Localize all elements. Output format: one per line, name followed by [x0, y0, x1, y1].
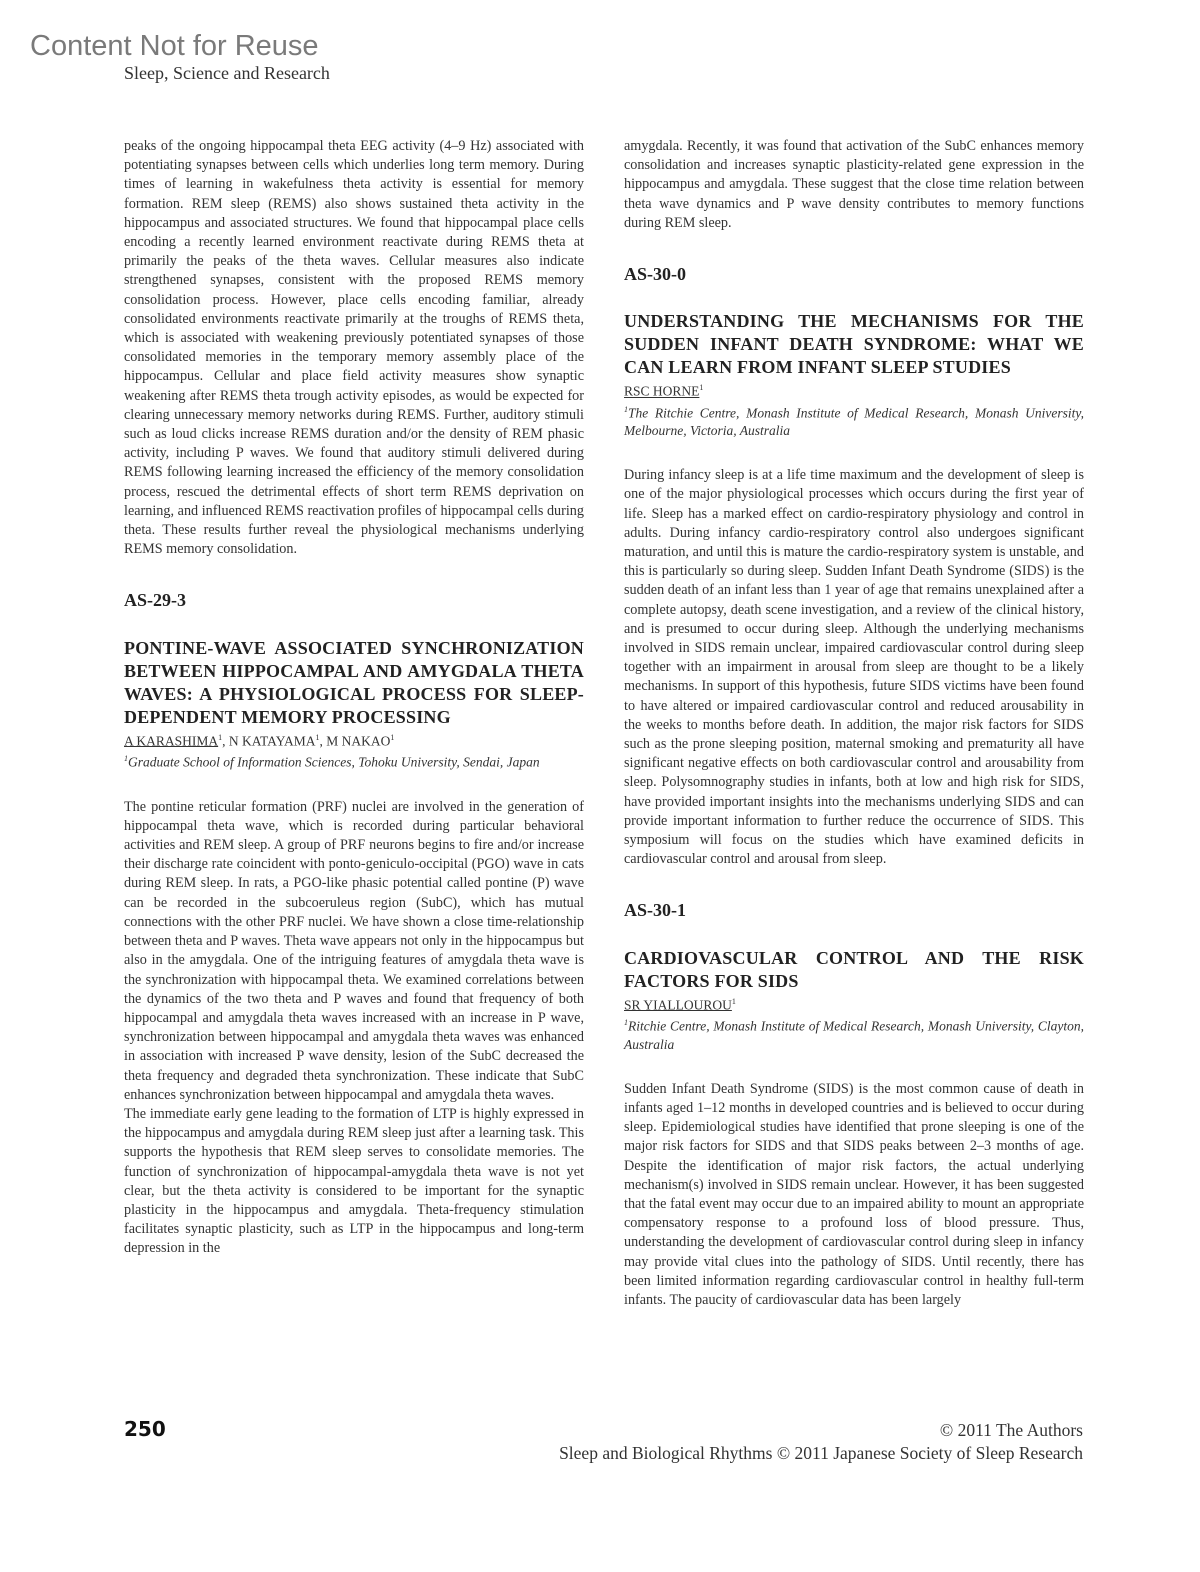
abstract-id: AS-30-1	[624, 900, 686, 921]
abstract-authors	[624, 993, 1084, 1015]
watermark-text: Content Not for Reuse	[30, 30, 319, 62]
author-superscript: 1	[390, 732, 395, 742]
abstract-authors	[624, 379, 1084, 401]
abstract-authors	[124, 729, 584, 751]
abstract-body-paragraph: The pontine reticular formation (PRF) nuclei are involved in the generation of hippocampal theta wave, which is recorded during particular behavioral activities and REM sleep. A group of PRF neurons begins to fire and/or increase their discharge rate coincident with ponto-geniculo-occipital (PGO) wave in cats during REM sleep. In rats, a PGO-like phasic potential called pontine (P) wave can be recorded in the subcoeruleus region (SubC), which has mutual connections with the other PRF nuclei. We have shown a close time-relationship between theta and P waves. Theta wave appears not only in the hippocampus but also in the amygdala. One of the intriguing features of amygdala theta wave is the synchronization with hippocampal theta. We examined correlations between the dynamics of the two theta and P waves and found that frequency of both hippocampal and amygdala theta waves increased with an increase in P wave, synchronization between hippocampal and amygdala theta waves was enhanced in association with increased P wave density, lesion of the SubC decreased the theta frequency and degraded theta synchronization. These indicate that SubC enhances synchronization between hippocampal and amygdala theta waves.	[124, 798, 584, 1103]
page-number: 250	[124, 1417, 166, 1441]
presenting-author: RSC HORNE	[624, 383, 700, 399]
abstract-body-paragraph: Sudden Infant Death Syndrome (SIDS) is the most common cause of death in infants aged 1–12 months in developed countries and is believed to occur during sleep. Epidemiological studies have identified that prone sleeping is one of the major risk factors for SIDS and that SIDS peaks between 2–3 months of age. Despite the identification of major risk factors, the actual underlying mechanism(s) involved in SIDS remain unclear. However, it has been suggested that the fatal event may occur due to an impaired ability to mount an appropriate compensatory response to a profound loss of blood pressure. Thus, understanding the development of cardiovascular control during sleep in infancy may provide vital clues into the pathology of SIDS. Until recently, there has been limited information regarding cardiovascular control in healthy full-term infants. The paucity of cardiovascular data has been largely	[624, 1080, 1084, 1308]
affiliation-text: The Ritchie Centre, Monash Institute of Medical Research, Monash University, Melbourne, Victoria, Australia	[624, 405, 1084, 439]
presenting-author: A KARASHIMA	[124, 733, 219, 749]
abstract-title: CARDIOVASCULAR CONTROL AND THE RISK FACTORS FOR SIDS	[624, 947, 1084, 991]
co-author: , N KATAYAMA	[222, 733, 316, 749]
affiliation-text: Graduate School of Information Sciences, Tohoku University, Sendai, Japan	[128, 754, 540, 770]
left-column	[124, 137, 584, 1259]
journal-copyright-line: Sleep and Biological Rhythms © 2011 Japanese Society of Sleep Research	[559, 1443, 1083, 1463]
abstract-affiliation	[624, 1014, 1084, 1054]
abstract-title: UNDERSTANDING THE MECHANISMS FOR THE SUDDEN INFANT DEATH SYNDROME: WHAT WE CAN LEARN FROM INFANT SLEEP STUDIES	[624, 311, 1084, 378]
abstract-title: PONTINE-WAVE ASSOCIATED SYNCHRONIZATION BETWEEN HIPPOCAMPAL AND AMYGDALA THETA WAVES: A PHYSIOLOGICAL PROCESS FOR SLEEP-DEPENDENT MEMORY PROCESSING	[124, 637, 584, 727]
author-superscript: 1	[315, 732, 320, 742]
affiliation-superscript: 1	[624, 404, 628, 414]
abstract-body-paragraph: The immediate early gene leading to the formation of LTP is highly expressed in the hippocampus and amygdala during REM sleep just after a learning task. This supports the hypothesis that REM sleep serves to consolidate memories. The function of synchronization of hippocampal-amygdala theta wave is not yet clear, but the theta activity is considered to be important for the synaptic plasticity in the hippocampus and amygdala. Theta-frequency stimulation facilitates synaptic plasticity, such as LTP in the hippocampus and long-term depression in the	[124, 1105, 584, 1257]
abstract-affiliation	[124, 750, 584, 772]
abstract-id: AS-30-0	[624, 264, 686, 285]
author-superscript: 1	[218, 732, 223, 742]
presenting-author: SR YIALLOUROU	[624, 997, 732, 1013]
footer-copyright-block	[559, 1419, 1083, 1465]
author-superscript: 1	[699, 383, 704, 393]
abstract-affiliation	[624, 401, 1084, 441]
affiliation-superscript: 1	[624, 1018, 628, 1028]
right-column	[624, 137, 1084, 1310]
continuation-paragraph: amygdala. Recently, it was found that activation of the SubC enhances memory consolidation and increases synaptic plasticity-related gene expression in the hippocampus and amygdala. These suggest that the close time relation between theta wave dynamics and P wave density contributes to memory functions during REM sleep.	[624, 138, 1084, 231]
abstract-id: AS-29-3	[124, 590, 186, 611]
journal-title: Sleep, Science and Research	[124, 63, 330, 83]
affiliation-superscript: 1	[124, 754, 128, 764]
continuation-paragraph: peaks of the ongoing hippocampal theta EEG activity (4–9 Hz) associated with potentiating synapses between cells which underlies long term memory. During times of learning in wakefulness theta activity is essential for memory formation. REM sleep (REMS) also shows sustained theta activity in the hippocampus and associated structures. We found that hippocampal place cells encoding a recently learned environment reactivate during REMS theta at primarily the peaks of the theta waves. Cellular measures also indicate strengthened synapses, consistent with the proposed REMS memory consolidation process. However, place cells encoding familiar, already consolidated environments reactivate primarily at the troughs of REMS theta, which is associated with weakening previously potentiated synapses of those consolidated memories in the temporary memory assembly place of the hippocampus. Cellular and place field activity measures show synaptic weakening after REMS theta trough activity episodes, as would be expected for clearing unnecessary memory networks during REMS. Further, auditory stimuli such as loud clicks increase REMS duration and/or the density of REM phasic activity, including P waves. We found that auditory stimuli delivered during REMS following learning increased the efficiency of the memory consolidation process, rescued the detrimental effects of short term REMS deprivation on learning, and influenced REMS reactivation profiles of hippocampal cells during theta. These results further reveal the physiological mechanisms underlying REMS memory consolidation.	[124, 138, 584, 558]
abstract-body-paragraph: During infancy sleep is at a life time maximum and the development of sleep is one of the major physiological processes which occurs during the first year of life. Sleep has a marked effect on cardio-respiratory physiology and control in adults. During infancy cardio-respiratory control also undergoes significant maturation, and until this is mature the cardio-respiratory system is unstable, and this is particularly so during sleep. Sudden Infant Death Syndrome (SIDS) is the sudden death of an infant less than 1 year of age that remains unexplained after a complete autopsy, death scene investigation, and a review of the clinical history, and is presumed to occur during sleep. Although the underlying mechanisms involved in SIDS remain unclear, impaired cardiovascular control during sleep together with an impairment in arousal from sleep are thought to be a likely mechanisms. In support of this hypothesis, future SIDS victims have been found to have altered or impaired cardiovascular control and reduced arousability in the weeks to months before death. In addition, the major risk factors for SIDS such as the prone sleeping position, maternal smoking and prematurity all have significant negative effects on both cardiovascular control and arousability from sleep. Polysomnography studies in infants, both at low and high risk for SIDS, have provided important insights into the mechanisms underlying SIDS and can provide important information to further reduce the occurrence of SIDS. This symposium will focus on the studies which have examined deficits in cardiovascular control and arousal from sleep.	[624, 467, 1084, 868]
co-author: , M NAKAO	[319, 733, 391, 749]
author-superscript: 1	[731, 996, 736, 1006]
copyright-line: © 2011 The Authors	[939, 1420, 1083, 1440]
affiliation-text: Ritchie Centre, Monash Institute of Medical Research, Monash University, Clayton, Australia	[624, 1018, 1084, 1052]
